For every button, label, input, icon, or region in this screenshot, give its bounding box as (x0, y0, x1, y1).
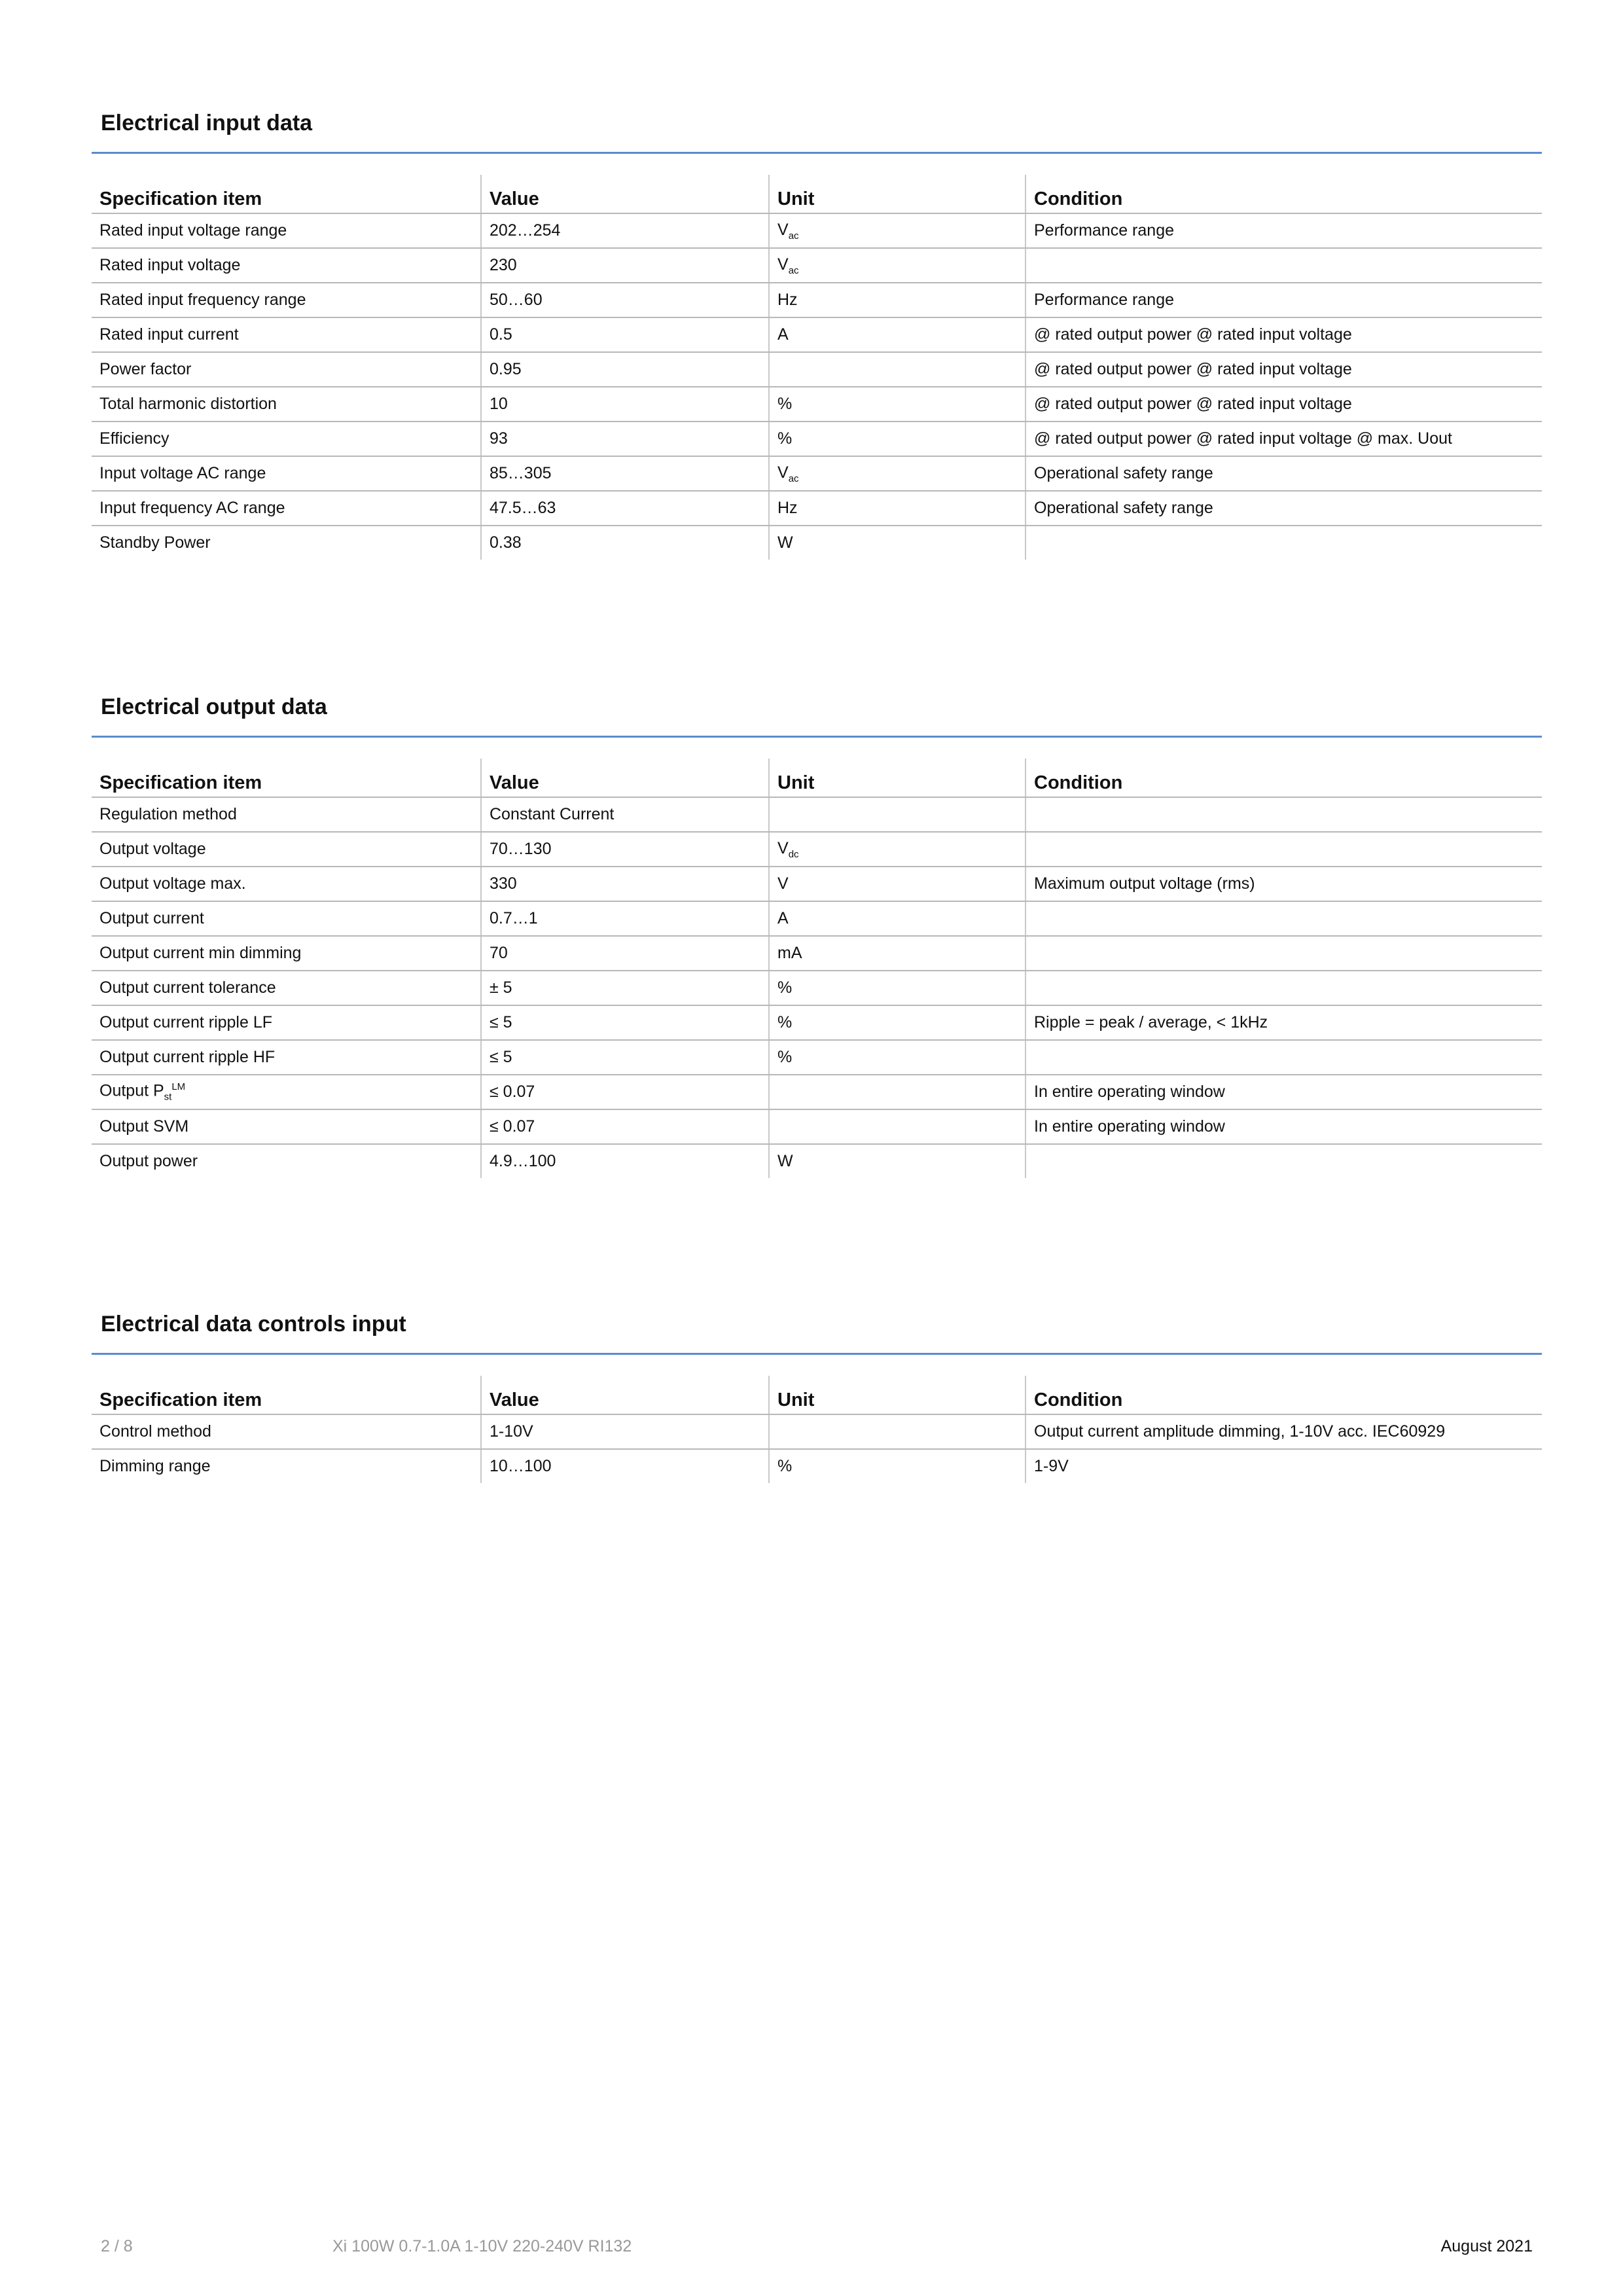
cell-value (481, 901, 769, 936)
table-row (92, 1414, 1542, 1449)
cell-condition (1026, 901, 1542, 936)
cell-specification-item-text: Regulation method (99, 805, 237, 823)
cell-condition-text: @ rated output power @ rated input voltage (1034, 325, 1352, 344)
cell-specification-item-text: Standby Power (99, 533, 211, 552)
section-electrical-controls-input (92, 1304, 1542, 1483)
table-row (92, 526, 1542, 560)
cell-specification-item-text: Output power (99, 1152, 198, 1170)
cell-condition-text: Ripple = peak / average, < 1kHz (1034, 1013, 1268, 1031)
cell-value (481, 1449, 769, 1483)
cell-value (481, 1109, 769, 1144)
section-divider (92, 1353, 1542, 1355)
cell-specification-item (92, 248, 481, 283)
table-row (92, 1144, 1542, 1178)
cell-condition (1026, 1144, 1542, 1178)
table-row (92, 422, 1542, 456)
cell-specification-item (92, 1144, 481, 1178)
header-condition: Condition (1026, 759, 1542, 797)
cell-value-text: ≤ 5 (490, 1048, 512, 1066)
cell-condition (1026, 1109, 1542, 1144)
cell-condition-text: @ rated output power @ rated input voltage @ max. Uout (1034, 429, 1452, 448)
cell-unit (769, 867, 1026, 901)
header-unit: Unit (769, 759, 1026, 797)
cell-unit-text: % (777, 1457, 793, 1475)
header-unit: Unit (769, 175, 1026, 213)
cell-condition (1026, 213, 1542, 248)
section-divider (92, 736, 1542, 738)
cell-condition-text: Operational safety range (1034, 499, 1213, 517)
cell-condition (1026, 422, 1542, 456)
cell-value (481, 422, 769, 456)
header-value: Value (481, 1376, 769, 1414)
table-row (92, 491, 1542, 526)
cell-value (481, 213, 769, 248)
cell-specification-item (92, 317, 481, 352)
footer-date: August 2021 (1440, 2237, 1533, 2255)
cell-value (481, 1005, 769, 1040)
cell-condition (1026, 456, 1542, 491)
cell-specification-item-text: Output SVM (99, 1117, 189, 1136)
cell-unit (769, 456, 1026, 491)
cell-specification-item (92, 422, 481, 456)
cell-condition (1026, 248, 1542, 283)
cell-condition (1026, 1449, 1542, 1483)
cell-unit-text: A (777, 909, 789, 927)
cell-value (481, 283, 769, 317)
cell-unit-text: V (777, 255, 789, 274)
cell-specification-item-text: Input frequency AC range (99, 499, 285, 517)
cell-unit (769, 422, 1026, 456)
cell-value (481, 491, 769, 526)
cell-unit-text: V (777, 463, 789, 482)
footer-page-number: 2 / 8 (101, 2237, 133, 2255)
cell-value-text: 4.9…100 (490, 1152, 556, 1170)
cell-specification-item-text: Output current (99, 909, 204, 927)
cell-value-text: 1-10V (490, 1422, 533, 1441)
cell-unit-text: V (777, 838, 789, 857)
section-electrical-output (92, 687, 1542, 1178)
table-row (92, 317, 1542, 352)
table-row (92, 248, 1542, 283)
cell-value-text: 202…254 (490, 221, 561, 240)
cell-unit-text: % (777, 1048, 793, 1066)
cell-value (481, 1075, 769, 1109)
cell-unit-text: Hz (777, 291, 798, 309)
cell-value (481, 936, 769, 971)
table-row (92, 456, 1542, 491)
table-row (92, 1449, 1542, 1483)
cell-condition (1026, 317, 1542, 352)
cell-value (481, 1144, 769, 1178)
cell-condition-text: Performance range (1034, 291, 1175, 309)
table-row (92, 936, 1542, 971)
cell-unit (769, 971, 1026, 1005)
cell-condition (1026, 491, 1542, 526)
cell-specification-item (92, 1005, 481, 1040)
cell-specification-item-text: Total harmonic distortion (99, 395, 277, 413)
header-value: Value (481, 759, 769, 797)
cell-value (481, 248, 769, 283)
cell-condition (1026, 526, 1542, 560)
cell-unit (769, 213, 1026, 248)
cell-value (481, 1040, 769, 1075)
cell-specification-item (92, 526, 481, 560)
table-row (92, 867, 1542, 901)
header-specification-item: Specification item (92, 1376, 481, 1414)
cell-unit (769, 283, 1026, 317)
cell-unit (769, 1414, 1026, 1449)
cell-specification-item (92, 1075, 481, 1109)
cell-condition-text: In entire operating window (1034, 1083, 1225, 1101)
cell-unit (769, 317, 1026, 352)
table-row (92, 797, 1542, 832)
header-specification-item: Specification item (92, 759, 481, 797)
cell-value-text: 70…130 (490, 840, 552, 858)
cell-specification-item-text: Output current ripple LF (99, 1013, 273, 1031)
footer-product-name: Xi 100W 0.7-1.0A 1-10V 220-240V RI132 (332, 2237, 632, 2255)
cell-condition (1026, 1414, 1542, 1449)
cell-specification-item-text: Efficiency (99, 429, 169, 448)
cell-value-text: 93 (490, 429, 508, 448)
item-subscript: st (164, 1091, 172, 1103)
cell-value (481, 456, 769, 491)
table-row (92, 1075, 1542, 1109)
cell-condition (1026, 867, 1542, 901)
cell-unit (769, 387, 1026, 422)
cell-unit (769, 1144, 1026, 1178)
table-row (92, 213, 1542, 248)
header-unit: Unit (769, 1376, 1026, 1414)
cell-specification-item (92, 387, 481, 422)
section-title: Electrical output data (101, 694, 327, 719)
cell-unit (769, 936, 1026, 971)
cell-value-text: Constant Current (490, 805, 615, 823)
cell-specification-item (92, 901, 481, 936)
cell-condition-text: Performance range (1034, 221, 1175, 240)
cell-condition (1026, 387, 1542, 422)
cell-condition-text: 1-9V (1034, 1457, 1069, 1475)
cell-unit-text: Hz (777, 499, 798, 517)
spec-table-input (92, 175, 1542, 560)
cell-condition (1026, 1005, 1542, 1040)
header-value: Value (481, 175, 769, 213)
cell-condition (1026, 283, 1542, 317)
cell-specification-item (92, 1449, 481, 1483)
cell-specification-item (92, 867, 481, 901)
cell-unit (769, 526, 1026, 560)
section-electrical-input (92, 103, 1542, 560)
cell-specification-item-text: Output voltage max. (99, 874, 246, 893)
cell-unit-text: mA (777, 944, 802, 962)
header-condition: Condition (1026, 1376, 1542, 1414)
unit-subscript: dc (788, 848, 799, 860)
cell-condition (1026, 352, 1542, 387)
cell-value (481, 526, 769, 560)
unit-subscript: ac (788, 230, 799, 242)
unit-subscript: ac (788, 473, 799, 484)
cell-unit-text: W (777, 1152, 793, 1170)
table-row (92, 832, 1542, 867)
cell-condition (1026, 797, 1542, 832)
cell-value-text: ≤ 5 (490, 1013, 512, 1031)
cell-value-text: 50…60 (490, 291, 543, 309)
cell-specification-item-text: Input voltage AC range (99, 464, 266, 482)
table-header-row (92, 1376, 1542, 1414)
cell-specification-item (92, 1109, 481, 1144)
cell-specification-item-text: Rated input frequency range (99, 291, 306, 309)
cell-specification-item (92, 456, 481, 491)
cell-specification-item-text: Rated input voltage (99, 256, 241, 274)
cell-unit (769, 1449, 1026, 1483)
cell-condition (1026, 1075, 1542, 1109)
cell-specification-item (92, 491, 481, 526)
cell-value-text: 230 (490, 256, 517, 274)
cell-condition-text: Maximum output voltage (rms) (1034, 874, 1255, 893)
cell-specification-item (92, 1414, 481, 1449)
cell-unit (769, 491, 1026, 526)
cell-specification-item-text: Output current tolerance (99, 978, 276, 997)
cell-condition (1026, 1040, 1542, 1075)
table-row (92, 1109, 1542, 1144)
cell-value (481, 387, 769, 422)
cell-value-text: 70 (490, 944, 508, 962)
cell-specification-item (92, 213, 481, 248)
cell-value (481, 352, 769, 387)
cell-specification-item (92, 352, 481, 387)
cell-specification-item (92, 832, 481, 867)
cell-specification-item (92, 797, 481, 832)
cell-specification-item-text: Power factor (99, 360, 192, 378)
cell-unit (769, 1075, 1026, 1109)
cell-condition (1026, 971, 1542, 1005)
cell-unit (769, 352, 1026, 387)
cell-specification-item (92, 1040, 481, 1075)
cell-condition-text: In entire operating window (1034, 1117, 1225, 1136)
cell-unit (769, 1040, 1026, 1075)
table-row (92, 1005, 1542, 1040)
section-divider (92, 152, 1542, 154)
cell-value-text: ≤ 0.07 (490, 1117, 535, 1136)
cell-value (481, 867, 769, 901)
unit-subscript: ac (788, 264, 799, 276)
section-title: Electrical data controls input (101, 1312, 406, 1336)
cell-unit (769, 1005, 1026, 1040)
cell-condition (1026, 936, 1542, 971)
cell-value (481, 797, 769, 832)
cell-unit (769, 901, 1026, 936)
table-row (92, 352, 1542, 387)
item-superscript: LM (171, 1081, 186, 1093)
cell-specification-item-text: Output current ripple HF (99, 1048, 276, 1066)
cell-value-text: 47.5…63 (490, 499, 556, 517)
cell-unit (769, 1109, 1026, 1144)
header-specification-item: Specification item (92, 175, 481, 213)
header-condition: Condition (1026, 175, 1542, 213)
table-row (92, 971, 1542, 1005)
cell-unit-text: V (777, 874, 789, 893)
cell-condition (1026, 832, 1542, 867)
table-row (92, 901, 1542, 936)
cell-value-text: 0.38 (490, 533, 522, 552)
cell-condition-text: @ rated output power @ rated input voltage (1034, 360, 1352, 378)
cell-specification-item (92, 936, 481, 971)
table-row (92, 1040, 1542, 1075)
cell-value-text: ± 5 (490, 978, 512, 997)
cell-value (481, 971, 769, 1005)
cell-value-text: ≤ 0.07 (490, 1083, 535, 1101)
cell-unit (769, 248, 1026, 283)
cell-value-text: 85…305 (490, 464, 552, 482)
cell-unit-text: V (777, 220, 789, 239)
cell-specification-item-text: Output voltage (99, 840, 206, 858)
cell-specification-item (92, 971, 481, 1005)
cell-specification-item-text: Output current min dimming (99, 944, 302, 962)
cell-unit-text: % (777, 395, 793, 413)
cell-unit-text: % (777, 429, 793, 448)
spec-table-output (92, 759, 1542, 1178)
table-row (92, 283, 1542, 317)
table-header-row (92, 175, 1542, 213)
cell-value (481, 832, 769, 867)
section-title: Electrical input data (101, 111, 313, 135)
cell-specification-item (92, 283, 481, 317)
cell-condition-text: Output current amplitude dimming, 1-10V acc. IEC60929 (1034, 1422, 1446, 1441)
cell-unit-text: % (777, 978, 793, 997)
spec-table-controls (92, 1376, 1542, 1483)
cell-value (481, 317, 769, 352)
cell-specification-item-text: Dimming range (99, 1457, 211, 1475)
cell-specification-item-text: Control method (99, 1422, 211, 1441)
cell-unit (769, 832, 1026, 867)
cell-unit-text: % (777, 1013, 793, 1031)
cell-condition-text: @ rated output power @ rated input voltage (1034, 395, 1352, 413)
cell-specification-item-text: Output P (99, 1081, 164, 1100)
cell-value-text: 0.7…1 (490, 909, 538, 927)
cell-value-text: 10…100 (490, 1457, 552, 1475)
cell-value-text: 0.95 (490, 360, 522, 378)
cell-specification-item-text: Rated input voltage range (99, 221, 287, 240)
cell-specification-item-text: Rated input current (99, 325, 239, 344)
table-header-row (92, 759, 1542, 797)
table-row (92, 387, 1542, 422)
cell-condition-text: Operational safety range (1034, 464, 1213, 482)
cell-value (481, 1414, 769, 1449)
cell-value-text: 0.5 (490, 325, 512, 344)
cell-value-text: 330 (490, 874, 517, 893)
cell-unit-text: A (777, 325, 789, 344)
cell-value-text: 10 (490, 395, 508, 413)
cell-unit-text: W (777, 533, 793, 552)
cell-unit (769, 797, 1026, 832)
